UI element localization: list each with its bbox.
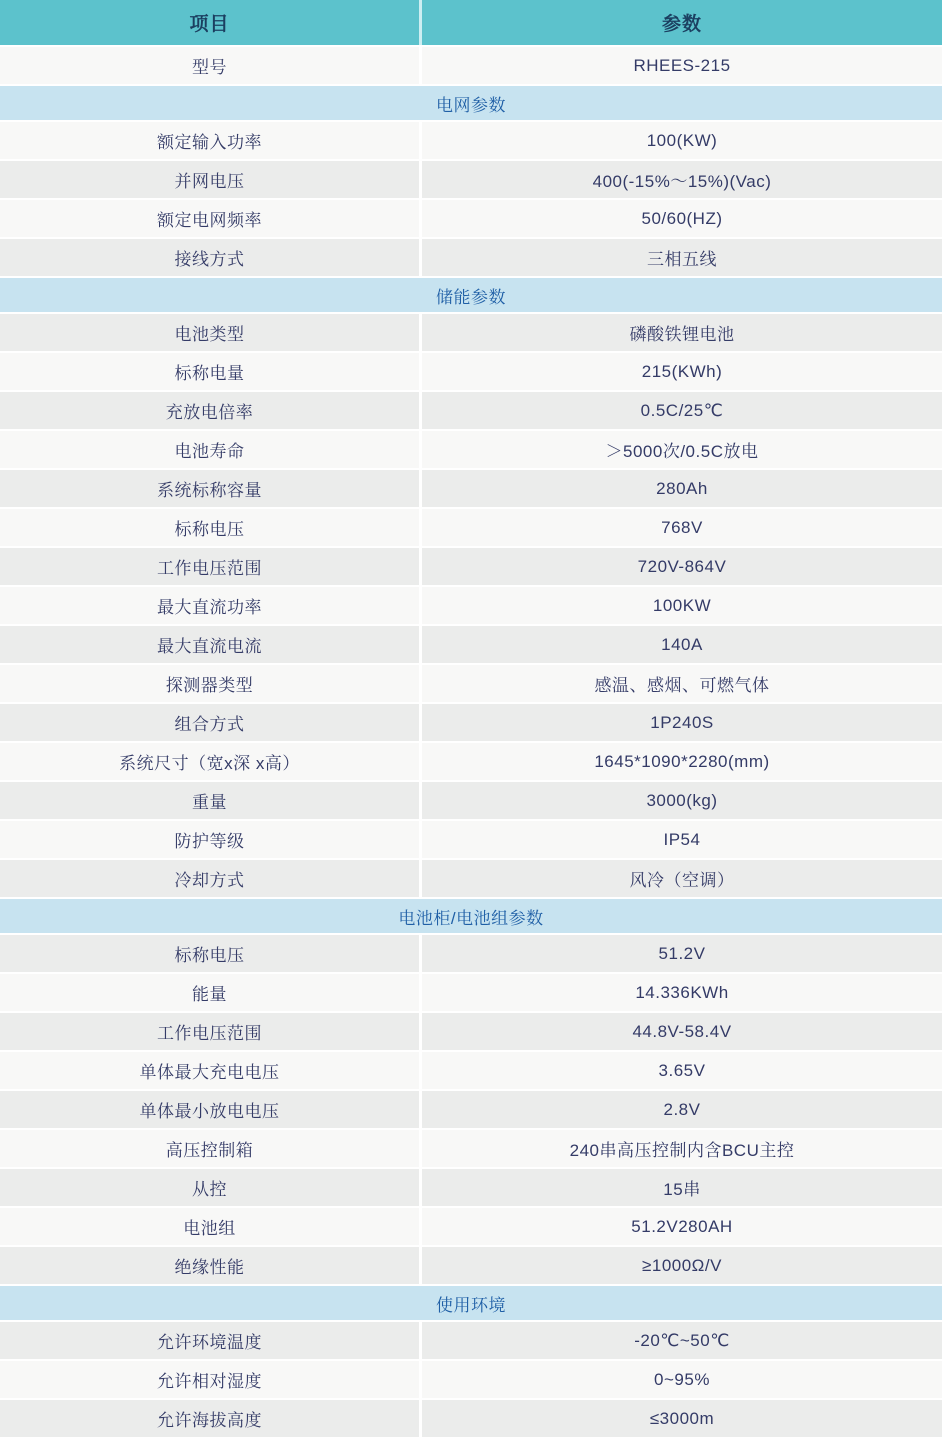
table-header-row [0, 0, 942, 45]
spec-label: 能量 [0, 974, 419, 1011]
spec-value: 215(KWh) [422, 353, 942, 390]
spec-row [0, 200, 942, 237]
spec-label: 系统标称容量 [0, 470, 419, 507]
spec-label: 电池类型 [0, 314, 419, 351]
spec-row [0, 704, 942, 741]
spec-row [0, 860, 942, 897]
spec-row [0, 1130, 942, 1167]
spec-value: 3000(kg) [422, 782, 942, 819]
spec-label: 型号 [0, 47, 419, 84]
spec-label: 最大直流电流 [0, 626, 419, 663]
spec-row [0, 1013, 942, 1050]
spec-row [0, 821, 942, 858]
spec-row [0, 548, 942, 585]
spec-row [0, 353, 942, 390]
header-col-param: 参数 [422, 0, 942, 45]
spec-row [0, 665, 942, 702]
spec-label: 并网电压 [0, 161, 419, 198]
spec-value: 100KW [422, 587, 942, 624]
spec-value: 51.2V [422, 935, 942, 972]
spec-value: 0.5C/25℃ [422, 392, 942, 429]
spec-label: 单体最小放电电压 [0, 1091, 419, 1128]
spec-value: 240串高压控制内含BCU主控 [422, 1130, 942, 1167]
spec-value: 3.65V [422, 1052, 942, 1089]
spec-value: ≥1000Ω/V [422, 1247, 942, 1284]
spec-label: 绝缘性能 [0, 1247, 419, 1284]
spec-row [0, 1361, 942, 1398]
spec-value: 100(KW) [422, 122, 942, 159]
spec-label: 额定输入功率 [0, 122, 419, 159]
spec-value: 44.8V-58.4V [422, 1013, 942, 1050]
spec-label: 探测器类型 [0, 665, 419, 702]
spec-row [0, 161, 942, 198]
spec-value: 14.336KWh [422, 974, 942, 1011]
spec-value: 1645*1090*2280(mm) [422, 743, 942, 780]
spec-value: 15串 [422, 1169, 942, 1206]
spec-label: 允许相对湿度 [0, 1361, 419, 1398]
spec-value: 768V [422, 509, 942, 546]
section-header: 电网参数 [0, 86, 942, 120]
spec-row [0, 935, 942, 972]
spec-value: 三相五线 [422, 239, 942, 276]
spec-row [0, 1169, 942, 1206]
section-header: 使用环境 [0, 1286, 942, 1320]
spec-row [0, 974, 942, 1011]
spec-label: 从控 [0, 1169, 419, 1206]
spec-row [0, 1208, 942, 1245]
spec-row [0, 470, 942, 507]
spec-value: ＞5000次/0.5C放电 [422, 431, 942, 468]
spec-label: 标称电压 [0, 509, 419, 546]
spec-value: -20℃~50℃ [422, 1322, 942, 1359]
spec-row [0, 743, 942, 780]
spec-label: 允许海拔高度 [0, 1400, 419, 1437]
spec-label: 高压控制箱 [0, 1130, 419, 1167]
spec-label: 充放电倍率 [0, 392, 419, 429]
spec-label: 电池寿命 [0, 431, 419, 468]
spec-row [0, 1247, 942, 1284]
spec-value: 50/60(HZ) [422, 200, 942, 237]
spec-row [0, 47, 942, 84]
section-header: 储能参数 [0, 278, 942, 312]
spec-row [0, 239, 942, 276]
spec-value: 280Ah [422, 470, 942, 507]
table-body [0, 47, 942, 1437]
spec-label: 系统尺寸（宽x深 x高） [0, 743, 419, 780]
spec-label: 重量 [0, 782, 419, 819]
spec-value: 0~95% [422, 1361, 942, 1398]
spec-row [0, 1400, 942, 1437]
spec-row [0, 509, 942, 546]
spec-value: 400(-15%～15%)(Vac) [422, 161, 942, 198]
spec-row [0, 1091, 942, 1128]
section-header: 电池柜/电池组参数 [0, 899, 942, 933]
spec-row [0, 782, 942, 819]
spec-row [0, 314, 942, 351]
spec-label: 组合方式 [0, 704, 419, 741]
spec-label: 工作电压范围 [0, 1013, 419, 1050]
spec-label: 标称电压 [0, 935, 419, 972]
spec-label: 单体最大充电电压 [0, 1052, 419, 1089]
spec-row [0, 122, 942, 159]
spec-value: 51.2V280AH [422, 1208, 942, 1245]
spec-label: 防护等级 [0, 821, 419, 858]
spec-value: 感温、感烟、可燃气体 [422, 665, 942, 702]
header-col-item: 项目 [0, 0, 419, 45]
spec-label: 冷却方式 [0, 860, 419, 897]
spec-value: 2.8V [422, 1091, 942, 1128]
spec-label: 接线方式 [0, 239, 419, 276]
spec-row [0, 1322, 942, 1359]
spec-row [0, 626, 942, 663]
spec-row [0, 1052, 942, 1089]
spec-row [0, 587, 942, 624]
spec-value: 磷酸铁锂电池 [422, 314, 942, 351]
spec-value: ≤3000m [422, 1400, 942, 1437]
spec-label: 额定电网频率 [0, 200, 419, 237]
spec-value: RHEES-215 [422, 47, 942, 84]
spec-value: IP54 [422, 821, 942, 858]
spec-label: 工作电压范围 [0, 548, 419, 585]
spec-row [0, 392, 942, 429]
spec-value: 720V-864V [422, 548, 942, 585]
spec-value: 1P240S [422, 704, 942, 741]
spec-label: 电池组 [0, 1208, 419, 1245]
spec-value: 风冷（空调） [422, 860, 942, 897]
spec-label: 最大直流功率 [0, 587, 419, 624]
spec-label: 允许环境温度 [0, 1322, 419, 1359]
spec-label: 标称电量 [0, 353, 419, 390]
spec-value: 140A [422, 626, 942, 663]
spec-row [0, 431, 942, 468]
